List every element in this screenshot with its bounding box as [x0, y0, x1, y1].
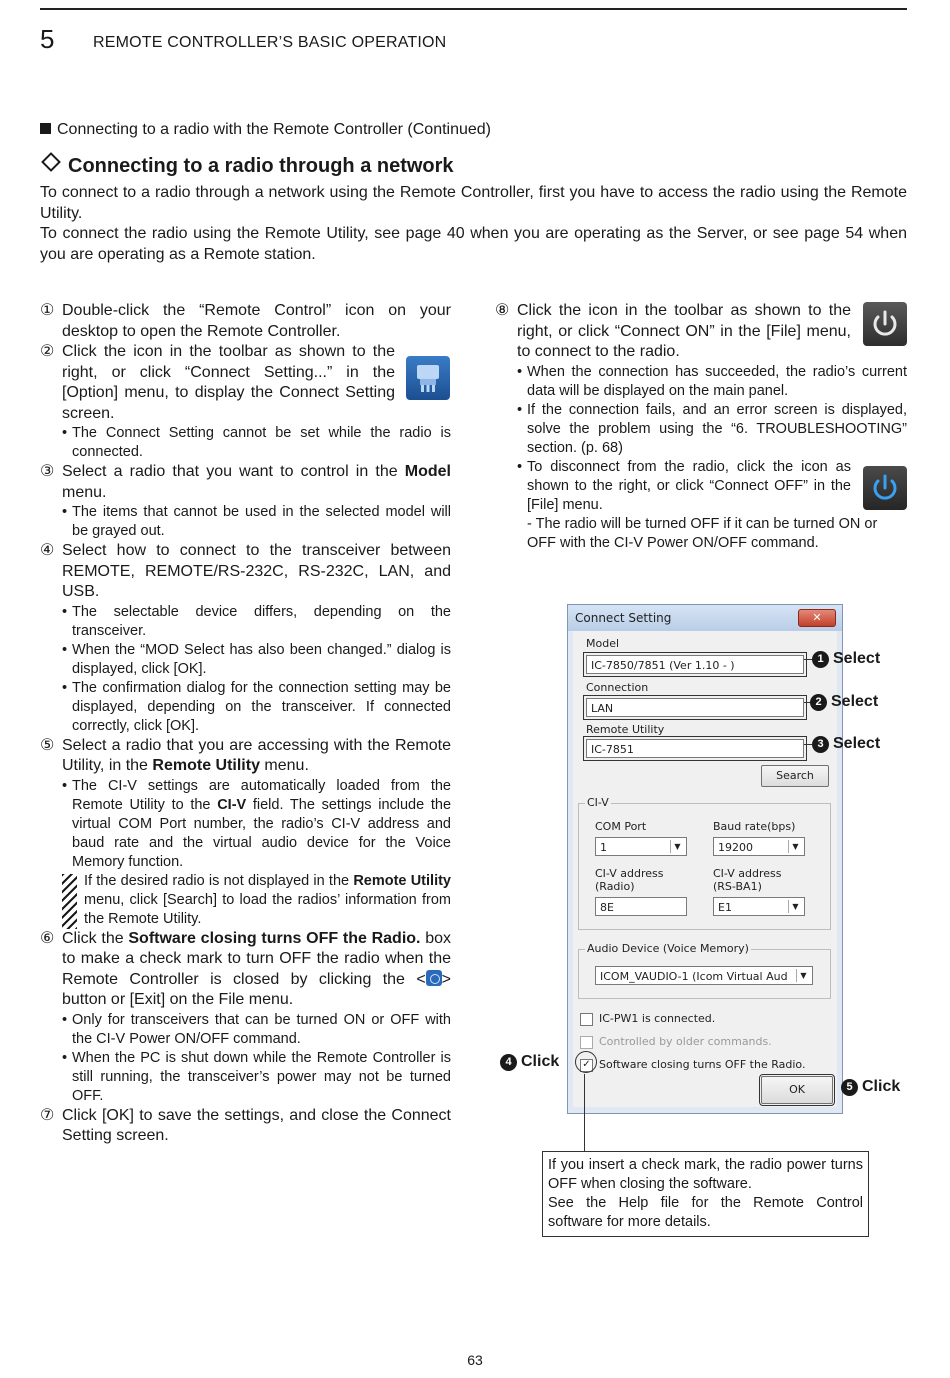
step-text: Select how to connect to the transceiver between REMOTE, REMOTE/RS-232C, RS-232C, LAN, and USB.	[62, 542, 451, 600]
bullet-text: The Connect Setting cannot be set while the radio is connected.	[72, 425, 451, 460]
remote-utility-select[interactable]: IC-7851	[586, 739, 804, 758]
step-6	[40, 929, 451, 1011]
bullet-text: When the connection has succeeded, the radio’s current data will be displayed on the main panel.	[527, 363, 907, 399]
square-bullet-icon	[40, 123, 51, 134]
power-off-icon	[863, 466, 907, 510]
callout-text: Click	[862, 1078, 901, 1095]
note-text: menu, click [Search] to load the radios’ information from the Remote Utility.	[84, 891, 451, 927]
chapter-title: REMOTE CONTROLLER’S BASIC OPERATION	[93, 34, 447, 51]
chevron-down-icon: ▼	[788, 840, 802, 853]
bullet-text: When the PC is shut down while the Remote Controller is still running, the transceiver’s power may not be turned OFF.	[72, 1049, 451, 1104]
step-text: Select a radio that you are accessing with the Remote Utility, in the	[62, 736, 451, 774]
left-column	[40, 301, 451, 1147]
diamond-icon	[41, 152, 61, 172]
right-column	[495, 301, 907, 553]
dialog-body	[573, 631, 837, 1107]
info-text-1: If you insert a check mark, the radio power turns OFF when closing the software.	[548, 1157, 863, 1192]
callout-select-model	[812, 650, 880, 668]
dash-note: - The radio will be turned OFF if it can be turned ON or OFF with the CI-V Power ON/OFF command.	[527, 515, 878, 551]
bullet: • When the “MOD Select has also been changed.” dialog is displayed, click [OK].	[62, 641, 451, 677]
callout-leader	[804, 659, 812, 660]
callout-number: 1	[812, 651, 829, 668]
callout-text: Select	[831, 693, 879, 710]
step-text: Click the icon in the toolbar as shown to the right, or click “Connect ON” in the [File] menu, to connect to the radio.	[517, 302, 851, 360]
bullet-text: The confirmation dialog for the connection setting may be displayed, depending on the transceiver. If connected correctly, click [OK].	[72, 679, 451, 734]
connect-setting-icon	[406, 356, 450, 400]
civ-radio-input[interactable]: 8E	[595, 897, 687, 916]
ok-button[interactable]: OK	[761, 1076, 833, 1104]
civ-rsba-select[interactable]	[713, 897, 805, 916]
step-text: > button or [Exit] on the File menu.	[62, 970, 451, 1008]
step-number: ②	[40, 343, 55, 360]
step-text: menu.	[62, 483, 107, 501]
audio-device-group	[578, 942, 831, 999]
menu-name: Remote Utility	[152, 757, 260, 774]
intro-paragraph-1: To connect to a radio through a network using the Remote Controller, first you have to access the radio using the Remote Utility.	[40, 184, 907, 222]
page-number: 63	[467, 1352, 483, 1368]
step-number: ①	[40, 302, 55, 319]
step-number: ③	[40, 463, 55, 480]
audio-device-value: ICOM_VAUDIO-1 (Icom Virtual Aud	[600, 970, 788, 983]
bullet: • Only for transceivers that can be turned ON or OFF with the CI-V Power ON/OFF command.	[62, 1011, 451, 1047]
power-on-icon	[863, 302, 907, 346]
chapter-number: 5	[40, 24, 55, 54]
bullet: • The Connect Setting cannot be set while the radio is connected.	[62, 425, 451, 460]
software-closing-checkbox[interactable]: ✓	[580, 1059, 593, 1072]
intro-paragraph-2: To connect the radio using the Remote Utility, see page 40 when you are operating as the Server, or see page 54 when you are operating as a Remote station.	[40, 225, 907, 263]
note	[40, 872, 451, 929]
bullet-text: The CI-V settings are automatically loaded from the Remote Utility to the	[72, 777, 451, 813]
step-text: Click the	[62, 929, 129, 947]
bullet: • The CI-V settings are automatically loaded from the Remote Utility to the CI-V field. The settings include the virtual COM Port number, the radio’s CI-V address and baud rate and the virtual audio device for the Voice Memory function.	[62, 777, 452, 870]
info-box	[542, 1151, 869, 1237]
dialog-titlebar	[568, 605, 842, 631]
bullet-text: To disconnect from the radio, click the icon as shown to the right, or click “Connect OFF” in the [File] menu.	[527, 458, 851, 513]
dialog-title: Connect Setting	[575, 611, 672, 625]
model-label: Model	[586, 637, 620, 650]
step-text: Click the icon in the toolbar as shown to the right, or click “Connect Setting...” in the [Option] menu, to display the Connect Setting screen.	[62, 343, 395, 422]
remote-utility-label: Remote Utility	[586, 723, 665, 736]
menu-name: Remote Utility	[353, 872, 451, 889]
info-leader	[584, 1074, 585, 1151]
callout-text: Click	[521, 1053, 560, 1070]
exit-button-icon	[426, 970, 442, 986]
section-title	[40, 155, 454, 178]
step-number: ⑦	[40, 1106, 55, 1124]
baud-rate-select[interactable]	[713, 837, 805, 856]
older-commands-checkbox[interactable]	[580, 1036, 593, 1049]
step-5	[40, 736, 451, 777]
civ-group	[578, 796, 831, 930]
bullet: • If the connection fails, and an error screen is displayed, solve the problem using the “6. TROUBLESHOOTING” section. (p. 68)	[517, 401, 907, 456]
civ-group-title: CI-V	[587, 796, 609, 809]
baud-rate-label: Baud rate(bps)	[713, 820, 796, 833]
older-commands-label: Controlled by older commands.	[599, 1035, 772, 1048]
bullet-text: Only for transceivers that can be turned ON or OFF with the CI-V Power ON/OFF command.	[72, 1011, 451, 1047]
bullet: • The selectable device differs, depending on the transceiver.	[62, 603, 451, 639]
step-number: ④	[40, 542, 55, 559]
baud-rate-value: 19200	[718, 841, 753, 854]
bullet-text: If the connection fails, and an error screen is displayed, solve the problem using the “6. TROUBLESHOOTING” section. (p. 68)	[527, 401, 907, 456]
bullet: • The confirmation dialog for the connection setting may be displayed, depending on the transceiver. If connected correctly, click [OK].	[62, 679, 451, 734]
bullet: • When the PC is shut down while the Remote Controller is still running, the transceiver’s power may not be turned OFF.	[62, 1049, 451, 1104]
software-closing-label: Software closing turns OFF the Radio.	[599, 1058, 806, 1071]
callout-number: 2	[810, 694, 827, 711]
search-button[interactable]: Search	[761, 765, 829, 787]
top-rule	[40, 8, 907, 10]
com-port-label: COM Port	[595, 820, 647, 833]
audio-device-select[interactable]	[595, 966, 813, 985]
chevron-down-icon: ▼	[796, 969, 810, 982]
step-number: ⑥	[40, 929, 55, 947]
step-2	[40, 342, 451, 424]
callout-number: 5	[841, 1079, 858, 1096]
com-port-select[interactable]	[595, 837, 687, 856]
close-button[interactable]: ✕	[798, 609, 836, 627]
civ-rsba-label-1: CI-V address	[713, 867, 782, 880]
chevron-down-icon: ▼	[788, 900, 802, 913]
connection-label: Connection	[586, 681, 649, 694]
step-number: ⑧	[495, 302, 510, 319]
checkbox-name: Software closing turns OFF the Radio.	[128, 929, 421, 947]
highlight-circle	[575, 1051, 597, 1073]
bullet: • When the connection has succeeded, the radio’s current data will be displayed on the main panel.	[517, 363, 907, 399]
step-7	[40, 1106, 451, 1147]
callout-select-remote-utility	[812, 735, 880, 753]
step-text: Double-click the “Remote Control” icon on your desktop to open the Remote Controller.	[62, 302, 451, 340]
step-4	[40, 541, 451, 603]
audio-device-title: Audio Device (Voice Memory)	[587, 942, 749, 955]
note-hatch-icon	[62, 874, 77, 929]
step-3	[40, 462, 451, 503]
connect-setting-dialog	[567, 604, 843, 1114]
continued-heading	[40, 121, 491, 139]
section-title-text: Connecting to a radio through a network	[68, 155, 454, 177]
callout-leader	[804, 744, 812, 745]
callout-number: 3	[812, 736, 829, 753]
callout-text: Select	[833, 735, 881, 752]
bullet: • The items that cannot be used in the selected model will be grayed out.	[62, 504, 451, 539]
info-text-2: See the Help file for the Remote Control software for more details.	[548, 1195, 863, 1230]
pw1-checkbox[interactable]	[580, 1013, 593, 1026]
step-8	[495, 301, 907, 363]
bullet-text: The selectable device differs, depending on the transceiver.	[72, 603, 451, 639]
bullet-text: field. The settings include the virtual COM Port number, the radio’s CI-V address and baud rate and the virtual audio device for the Voice Memory function.	[72, 796, 452, 870]
civ-rsba-label-2: (RS-BA1)	[713, 880, 762, 893]
step-number: ⑤	[40, 736, 55, 754]
bullet: • To disconnect from the radio, click the icon as shown to the right, or click “Connect OFF” in the [File] menu.	[517, 458, 851, 513]
callout-click-ok	[841, 1078, 900, 1096]
callout-select-connection	[810, 693, 878, 711]
com-port-value: 1	[600, 841, 607, 854]
menu-name: Model	[404, 463, 451, 480]
bullet-text: When the “MOD Select has also been changed.” dialog is displayed, click [OK].	[72, 641, 451, 677]
civ-rsba-value: E1	[718, 901, 732, 914]
civ-radio-label-1: CI-V address	[595, 867, 664, 880]
step-text: menu.	[259, 757, 309, 774]
bullet-text: The items that cannot be used in the selected model will be grayed out.	[72, 504, 451, 539]
step-text: Click [OK] to save the settings, and close the Connect Setting screen.	[62, 1106, 451, 1144]
step-text: box to make a check mark to turn OFF the radio when the Remote Controller is closed by clicking the <	[62, 929, 452, 988]
chevron-down-icon: ▼	[670, 840, 684, 853]
civ-radio-label-2: (Radio)	[595, 880, 635, 893]
pw1-checkbox-label: IC-PW1 is connected.	[599, 1012, 716, 1025]
callout-text: Select	[833, 650, 881, 667]
callout-click-checkbox	[500, 1053, 559, 1071]
connection-select[interactable]: LAN	[586, 698, 804, 717]
note-text: If the desired radio is not displayed in the	[84, 872, 354, 889]
callout-number: 4	[500, 1054, 517, 1071]
continued-text: Connecting to a radio with the Remote Controller (Continued)	[57, 121, 492, 138]
step-text: Select a radio that you want to control in the	[62, 463, 405, 480]
model-select[interactable]: IC-7850/7851 (Ver 1.10 - )	[586, 655, 804, 674]
step-1	[40, 301, 451, 342]
field-name: CI-V	[217, 796, 247, 813]
